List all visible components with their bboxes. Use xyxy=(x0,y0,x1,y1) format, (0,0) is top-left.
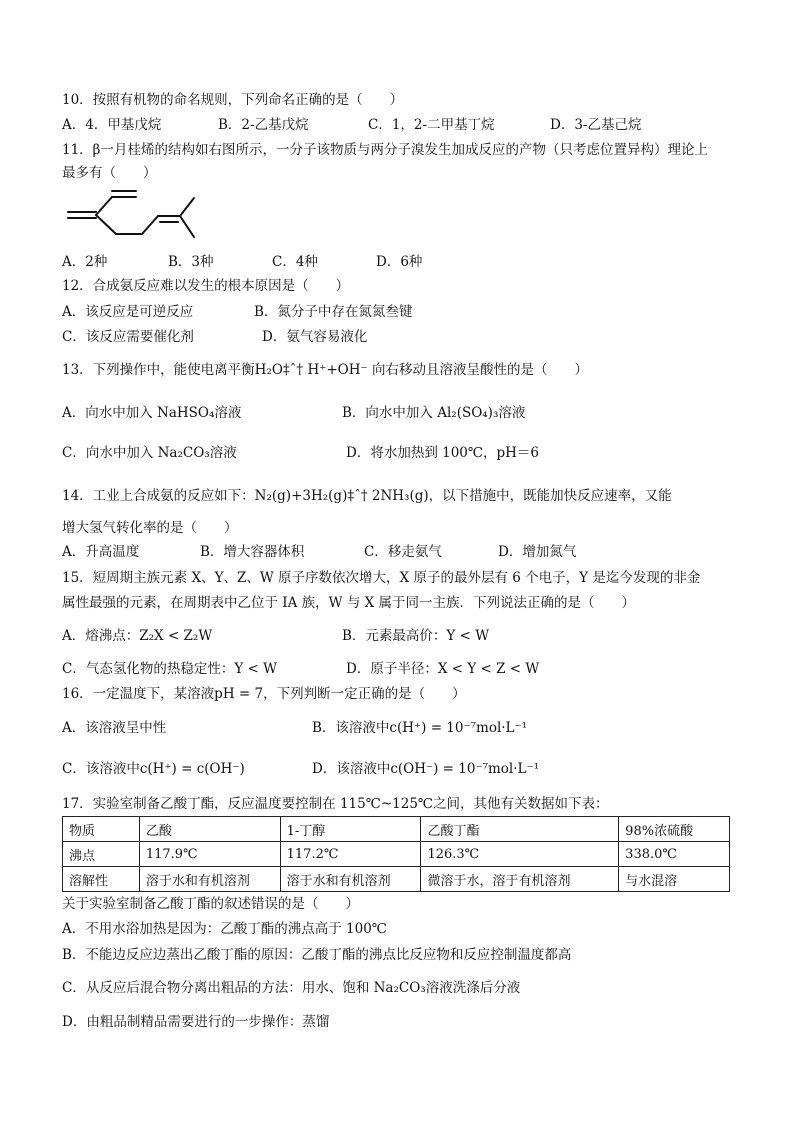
q15-option-a: A．熔沸点：Z₂X < Z₂W xyxy=(62,628,213,644)
q17-option-d: D．由粗品制精品需要进行的一步操作：蒸馏 xyxy=(62,1014,330,1030)
q15-stem-line2: 属性最强的元素，在周期表中乙位于 IA 族，W 与 X 属于同一主族．下列说法正确的是（ ） xyxy=(62,595,636,611)
q10-option-b: B．2-乙基戊烷 xyxy=(218,117,309,133)
q13-stem: 13．下列操作中，能使电离平衡H₂O‡ˆ† H⁺+OH⁻ 向右移动且溶液呈酸性的是（ ） xyxy=(62,362,588,378)
q14-option-b: B．增大容器体积 xyxy=(200,544,305,560)
table-cell: 乙酸丁酯 xyxy=(421,817,619,842)
table-row xyxy=(63,842,730,867)
q14-option-c: C．移走氨气 xyxy=(364,544,442,560)
table-cell: 沸点 xyxy=(63,842,140,867)
q16-option-d: D．该溶液中c(OH⁻) = 10⁻⁷mol·L⁻¹ xyxy=(312,761,540,777)
q13-option-b: B．向水中加入 Al₂(SO₄)₃溶液 xyxy=(342,405,526,421)
table-cell: 117.2℃ xyxy=(280,842,421,867)
q10-stem: 10．按照有机物的命名规则，下列命名正确的是（ ） xyxy=(62,92,404,108)
table-cell: 乙酸 xyxy=(139,817,280,842)
q11-option-b: B．3种 xyxy=(168,254,214,270)
q15-option-c: C．气态氢化物的热稳定性：Y < W xyxy=(62,661,278,677)
table-cell: 117.9℃ xyxy=(139,842,280,867)
q12-option-b: B．氮分子中存在氮氮叁键 xyxy=(254,304,413,320)
q12-option-d: D．氨气容易液化 xyxy=(262,329,368,345)
q15-stem-line1: 15．短周期主族元素 X、Y、Z、W 原子序数依次增大，X 原子的最外层有 6 个电子，Y 是迄今发现的非金 xyxy=(62,570,701,586)
q17-option-a: A．不用水浴加热是因为：乙酸丁酯的沸点高于 100℃ xyxy=(62,921,387,937)
q16-option-c: C．该溶液中c(H⁺) = c(OH⁻) xyxy=(62,761,245,777)
q11-stem-line1: 11．β一月桂烯的结构如右图所示，一分子该物质与两分子溴发生加成反应的产物（只考虑位置异构）理论上 xyxy=(62,142,708,158)
q13-option-d: D．将水加热到 100℃，pH＝6 xyxy=(346,445,539,461)
q10-option-a: A．4．甲基戊烷 xyxy=(62,117,162,133)
q14-option-d: D．增加氮气 xyxy=(498,544,577,560)
myrcene-structure-diagram xyxy=(62,182,212,250)
q11-option-d: D．6种 xyxy=(376,254,423,270)
q16-stem: 16．一定温度下，某溶液pH = 7，下列判断一定正确的是（ ） xyxy=(62,686,466,702)
table-cell: 1-丁醇 xyxy=(280,817,421,842)
q13-option-a: A．向水中加入 NaHSO₄溶液 xyxy=(62,405,242,421)
q11-option-a: A．2种 xyxy=(62,254,108,270)
q16-option-b: B．该溶液中c(H⁺) = 10⁻⁷mol·L⁻¹ xyxy=(312,720,528,736)
q17-option-c: C．从反应后混合物分离出粗品的方法：用水、饱和 Na₂CO₃溶液洗涤后分液 xyxy=(62,980,521,996)
q17-property-table xyxy=(62,816,730,892)
q14-stem-line1: 14．工业上合成氨的反应如下：N₂(g)+3H₂(g)‡ˆ† 2NH₃(g)，以下措施中，既能加快反应速率，又能 xyxy=(62,488,672,504)
table-cell: 126.3℃ xyxy=(421,842,619,867)
q15-option-b: B．元素最高价：Y < W xyxy=(342,628,490,644)
table-cell: 338.0℃ xyxy=(619,842,730,867)
table-cell: 与水混溶 xyxy=(619,867,730,892)
q13-option-c: C．向水中加入 Na₂CO₃溶液 xyxy=(62,445,237,461)
table-cell: 物质 xyxy=(63,817,140,842)
q12-stem: 12．合成氨反应难以发生的根本原因是（ ） xyxy=(62,278,350,294)
q17-stem: 17．实验室制备乙酸丁酯，反应温度要控制在 115℃~125℃之间，其他有关数据如下表： xyxy=(62,796,609,812)
q14-stem-line2: 增大氢气转化率的是（ ） xyxy=(62,520,238,536)
table-cell: 溶于水和有机溶剂 xyxy=(139,867,280,892)
q17-question: 关于实验室制备乙酸丁酯的叙述错误的是（ ） xyxy=(62,896,359,912)
table-row xyxy=(63,867,730,892)
q10-option-c: C．1，2-二甲基丁烷 xyxy=(368,117,495,133)
q16-option-a: A．该溶液呈中性 xyxy=(62,720,167,736)
table-cell: 溶解性 xyxy=(63,867,140,892)
table-row xyxy=(63,817,730,842)
q17-option-b: B．不能边反应边蒸出乙酸丁酯的原因：乙酸丁酯的沸点比反应物和反应控制温度都高 xyxy=(62,947,572,963)
table-cell: 98%浓硫酸 xyxy=(619,817,730,842)
table-cell: 微溶于水，溶于有机溶剂 xyxy=(421,867,619,892)
q11-stem-line2: 最多有（ ） xyxy=(62,165,157,181)
table-cell: 溶于水和有机溶剂 xyxy=(280,867,421,892)
q14-option-a: A．升高温度 xyxy=(62,544,140,560)
q11-option-c: C．4种 xyxy=(272,254,318,270)
q12-option-a: A．该反应是可逆反应 xyxy=(62,304,194,320)
q10-option-d: D．3-乙基己烷 xyxy=(550,117,642,133)
q15-option-d: D．原子半径：X < Y < Z < W xyxy=(346,661,540,677)
q12-option-c: C．该反应需要催化剂 xyxy=(62,329,194,345)
